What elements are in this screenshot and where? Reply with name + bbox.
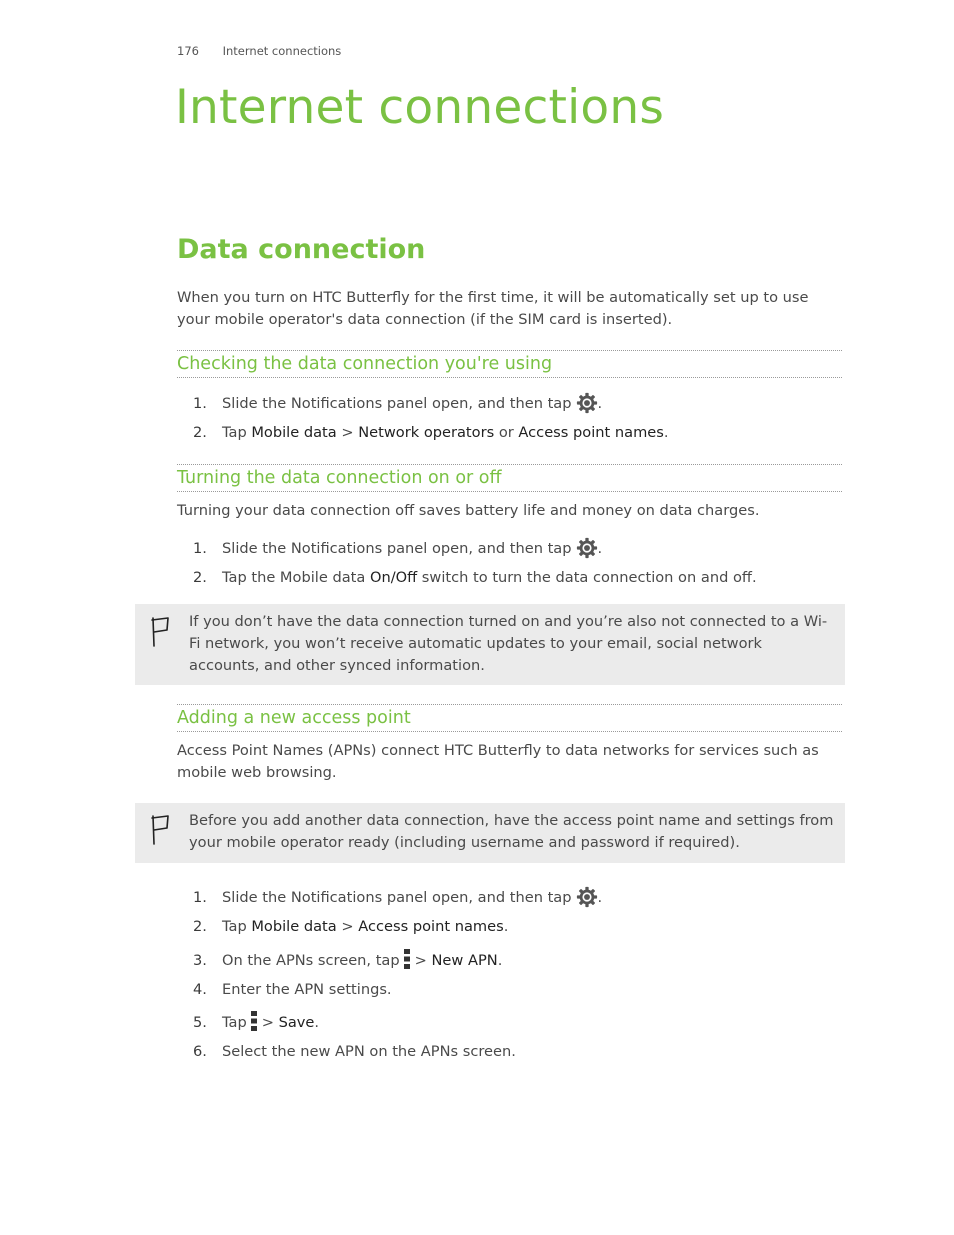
adding-step-4 xyxy=(193,980,843,1002)
more-menu-icon xyxy=(403,949,411,969)
step-number: 4. xyxy=(193,981,207,998)
adding-step-6 xyxy=(193,1042,843,1064)
step-text: Slide the Notifications panel open, and then tap xyxy=(222,540,572,557)
adding-intro: Access Point Names (APNs) connect HTC Butterfly to data networks for services such as mobile web browsing. xyxy=(177,742,819,781)
step-separator: > xyxy=(414,952,432,969)
step-text: On the APNs screen, tap xyxy=(222,952,400,969)
subheading-turning-label: Turning the data connection on or off xyxy=(177,468,502,488)
note-box xyxy=(135,604,845,685)
step-end: . xyxy=(663,424,669,441)
subheading-checking xyxy=(177,350,842,378)
adding-step-1 xyxy=(193,886,843,908)
step-number: 2. xyxy=(193,918,207,935)
step-separator: > xyxy=(336,918,359,935)
step-number: 1. xyxy=(193,889,207,906)
ui-term-mobile-data: Mobile data xyxy=(251,918,337,935)
turning-intro: Turning your data connection off saves battery life and money on data charges. xyxy=(177,502,760,519)
step-text: switch to turn the data connection on and off. xyxy=(417,569,757,586)
step-separator: or xyxy=(494,424,519,441)
step-end: . xyxy=(497,952,503,969)
more-menu-icon xyxy=(250,1011,258,1031)
step-text: Tap xyxy=(222,918,252,935)
step-number: 5. xyxy=(193,1014,207,1031)
step-text: Slide the Notifications panel open, and then tap xyxy=(222,889,572,906)
ui-term-on-off: On/Off xyxy=(369,569,418,586)
note-flag-icon xyxy=(149,616,171,648)
ui-term-new-apn: New APN xyxy=(431,952,498,969)
note-text: If you don’t have the data connection turned on and you’re also not connected to a Wi-Fi network, you won’t receive automatic updates to your email, social network accounts, and other synced information. xyxy=(189,613,828,674)
step-text: Tap xyxy=(222,424,252,441)
subheading-turning xyxy=(177,464,842,492)
step-number: 3. xyxy=(193,952,207,969)
note-text: Before you add another data connection, have the access point name and settings from your mobile operator ready (including username and password if required). xyxy=(189,812,834,851)
step-number: 1. xyxy=(193,395,207,412)
running-header xyxy=(177,44,341,58)
ui-term-mobile-data: Mobile data xyxy=(251,424,337,441)
step-end: . xyxy=(597,540,603,557)
ui-term-access-point-names: Access point names xyxy=(518,424,664,441)
checking-step-1 xyxy=(193,392,843,414)
turning-step-2 xyxy=(193,568,843,590)
checking-step-2 xyxy=(193,423,843,445)
ui-term-save: Save xyxy=(278,1014,315,1031)
page-number: 176 xyxy=(177,44,199,58)
step-number: 2. xyxy=(193,424,207,441)
step-number: 1. xyxy=(193,540,207,557)
section-title: Data connection xyxy=(177,234,426,265)
turning-step-1 xyxy=(193,537,843,559)
step-text: Slide the Notifications panel open, and then tap xyxy=(222,395,572,412)
ui-term-access-point-names: Access point names xyxy=(358,918,504,935)
ui-term-network-operators: Network operators xyxy=(358,424,495,441)
step-end: . xyxy=(314,1014,320,1031)
step-text: Enter the APN settings. xyxy=(222,981,392,998)
step-end: . xyxy=(597,395,603,412)
subheading-adding xyxy=(177,704,842,732)
settings-gear-icon xyxy=(576,537,598,559)
step-separator: > xyxy=(336,424,359,441)
running-title: Internet connections xyxy=(222,44,342,58)
subheading-checking-label: Checking the data connection you're using xyxy=(177,354,553,374)
step-number: 6. xyxy=(193,1043,207,1060)
step-text: Tap the Mobile data xyxy=(222,569,370,586)
adding-step-3 xyxy=(193,949,843,971)
adding-step-5 xyxy=(193,1011,843,1033)
adding-step-2 xyxy=(193,917,843,939)
note-flag-icon xyxy=(149,814,171,846)
step-number: 2. xyxy=(193,569,207,586)
step-text: Select the new APN on the APNs screen. xyxy=(222,1043,516,1060)
subheading-adding-label: Adding a new access point xyxy=(177,708,411,728)
settings-gear-icon xyxy=(576,392,598,414)
step-separator: > xyxy=(261,1014,279,1031)
chapter-title: Internet connections xyxy=(175,80,665,135)
step-end: . xyxy=(597,889,603,906)
settings-gear-icon xyxy=(576,886,598,908)
step-text: Tap xyxy=(222,1014,247,1031)
step-end: . xyxy=(503,918,509,935)
note-box xyxy=(135,803,845,863)
section-intro: When you turn on HTC Butterfly for the first time, it will be automatically set up to use your mobile operator's data connection (if the SIM card is inserted). xyxy=(177,289,809,328)
